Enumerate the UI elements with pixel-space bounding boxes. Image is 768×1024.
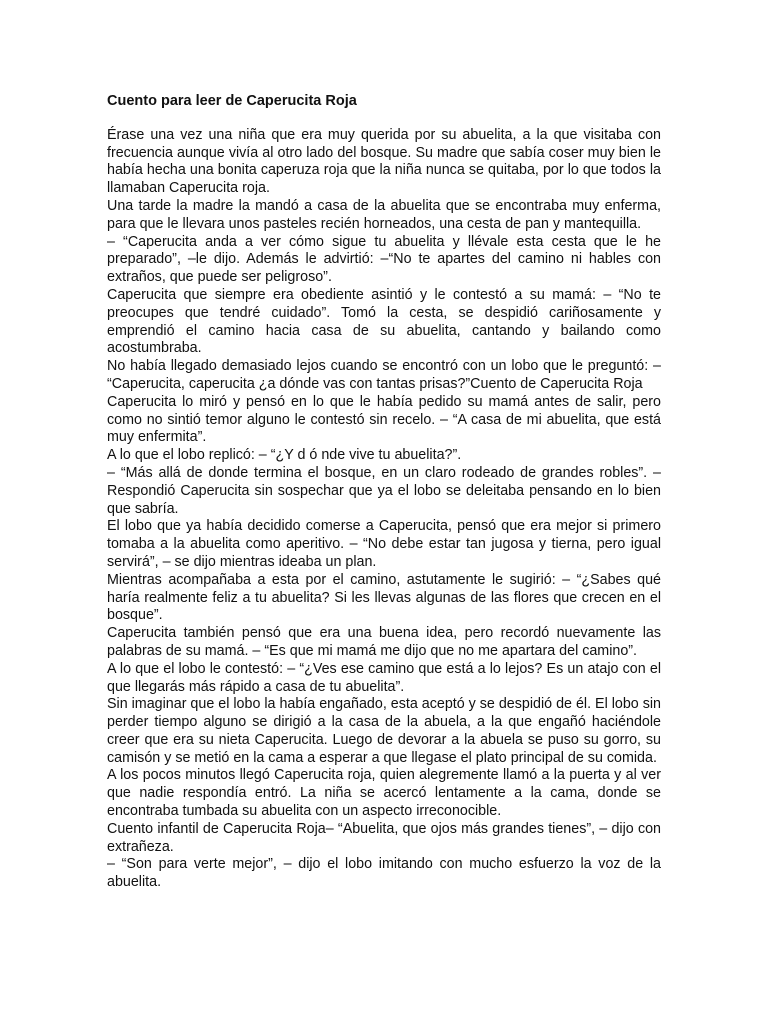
paragraph-11: Caperucita también pensó que era una buena idea, pero recordó nuevamente las palabras de su mamá. – “Es que mi mamá me dijo que no me apartara del camino”.	[107, 625, 661, 659]
paragraph-5: No había llegado demasiado lejos cuando se encontró con un lobo que le preguntó: – “Caperucita, caperucita ¿a dónde vas con tantas prisas?”Cuento de Caperucita Roja	[107, 358, 661, 392]
paragraph-6: Caperucita lo miró y pensó en lo que le había pedido su mamá antes de salir, pero como no sintió temor alguno le contestó sin recelo. – “A casa de mi abuelita, que está muy enfermita”.	[107, 393, 661, 446]
paragraph-16: – “Son para verte mejor”, – dijo el lobo imitando con mucho esfuerzo la voz de la abuelita.	[107, 856, 661, 891]
paragraph-8: – “Más allá de donde termina el bosque, en un claro rodeado de grandes robles”. – Respondió Caperucita sin sospechar que ya el lobo se deleitaba pensando en lo bien que sabría.	[107, 464, 661, 517]
paragraph-9: El lobo que ya había decidido comerse a Caperucita, pensó que era mejor si primero tomaba a la abuelita como aperitivo. – “No debe estar tan jugosa y tierna, pero igual servirá”, – se dijo mientras ideaba un plan.	[107, 518, 661, 570]
paragraph-3: – “Caperucita anda a ver cómo sigue tu abuelita y llévale esta cesta que le he preparado”, –le dijo. Además le advirtió: –“No te apartes del camino ni hables con extraños, que puede ser peligroso”.	[107, 233, 661, 286]
document-title: Cuento para leer de Caperucita Roja	[107, 93, 357, 109]
paragraph-2: Una tarde la madre la mandó a casa de la abuelita que se encontraba muy enferma, para que le llevara unos pasteles recién horneados, una cesta de pan y mantequilla.	[107, 197, 661, 232]
paragraph-7: A lo que el lobo replicó: – “¿Y d ó nde vive tu abuelita?”.	[107, 447, 462, 464]
paragraph-15: Cuento infantil de Caperucita Roja– “Abuelita, que ojos más grandes tienes”, – dijo con extrañeza.	[107, 820, 661, 855]
paragraph-1: Érase una vez una niña que era muy querida por su abuelita, a la que visitaba con frecuencia aunque vivía al otro lado del bosque. Su madre que sabía coser muy bien le había hecha una bonita caperuza roja que la niña nunca se quitaba, por lo que todos la llamaban Caperucita roja.	[107, 126, 661, 197]
paragraph-14: A los pocos minutos llegó Caperucita roja, quien alegremente llamó a la puerta y al ver que nadie respondía entró. La niña se acercó lentamente a la cama, donde se encontraba tumbada su abuelita con un aspecto irreconocible.	[107, 767, 661, 820]
paragraph-13: Sin imaginar que el lobo la había engañado, esta aceptó y se despidió de él. El lobo sin perder tiempo alguno se dirigió a la casa de la abuela, a la que engañó haciéndole creer que era su nieta Caperucita. Luego de devorar a la abuela se puso su gorro, su camisón y se metió en la cama a esperar a que llegase el plato principal de su comida.	[107, 696, 661, 766]
paragraph-12: A lo que el lobo le contestó: – “¿Ves ese camino que está a lo lejos? Es un atajo con el que llegarás más rápido a casa de tu abuelita”.	[107, 660, 661, 695]
paragraph-10: Mientras acompañaba a esta por el camino, astutamente le sugirió: – “¿Sabes qué haría realmente feliz a tu abuelita? Si les llevas algunas de las flores que crecen en el bosque”.	[107, 571, 661, 624]
document-page	[107, 93, 661, 892]
paragraph-4: Caperucita que siempre era obediente asintió y le contestó a su mamá: – “No te preocupes que tendré cuidado”. Tomó la cesta, se despidió cariñosamente y emprendió el camino hacia casa de su abuelita, cantando y bailando como acostumbraba.	[107, 286, 661, 357]
